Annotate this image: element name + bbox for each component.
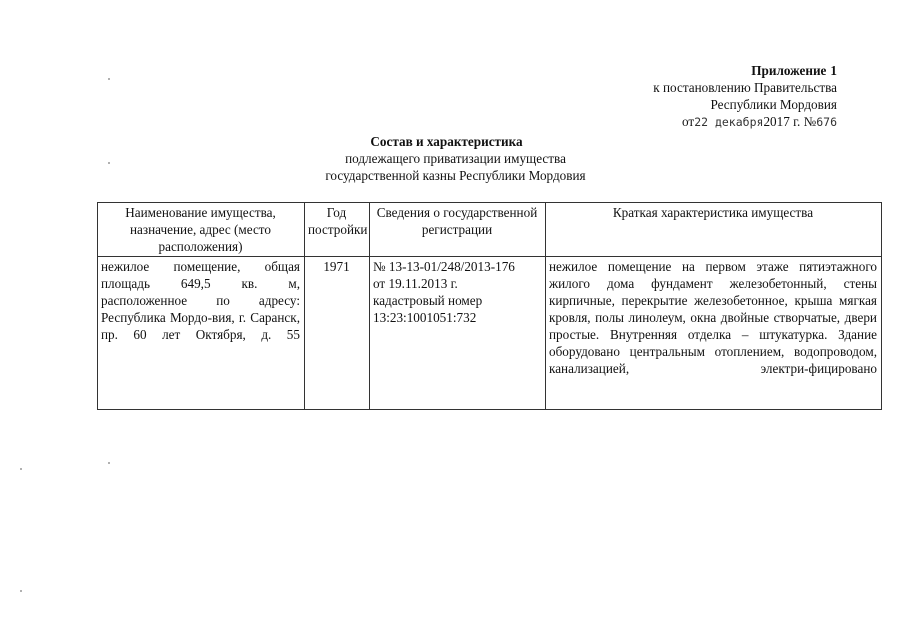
registration-number: № 13-13-01/248/2013-176 xyxy=(373,259,515,274)
header-name: Наименование имущества, назначение, адрес (место расположения) xyxy=(98,203,305,257)
order-year: 2017 г. № xyxy=(763,114,817,129)
appendix-title: Приложение xyxy=(751,63,827,78)
document-subtitle-1: подлежащего приватизации имущества xyxy=(345,151,566,166)
assets-table xyxy=(97,202,882,410)
order-prefix: от xyxy=(682,114,695,129)
scan-speck xyxy=(108,78,110,80)
appendix-number: 1 xyxy=(830,63,837,78)
cell-registration xyxy=(370,257,546,410)
document-heading xyxy=(0,133,905,184)
order-number: 676 xyxy=(816,115,837,129)
appendix-block xyxy=(653,62,837,131)
cell-year: 1971 xyxy=(305,257,370,410)
cadastral-number: 13:23:1001051:732 xyxy=(373,310,477,325)
header-description: Краткая характеристика имущества xyxy=(546,203,882,257)
document-subtitle-2: государственной казны Республики Мордовия xyxy=(325,168,586,183)
appendix-order-line xyxy=(653,113,837,131)
cadastral-label: кадастровый номер xyxy=(373,293,483,308)
appendix-line-2: к постановлению Правительства xyxy=(653,80,837,95)
document-title: Состав и характеристика xyxy=(370,134,523,149)
cell-name: нежилое помещение, общая площадь 649,5 кв. м, расположенное по адресу: Республика Мордо-вия, г. Саранск, пр. 60 лет Октября, д. 55 xyxy=(98,257,305,410)
registration-date: от 19.11.2013 г. xyxy=(373,276,458,291)
header-registration: Сведения о государственной регистрации xyxy=(370,203,546,257)
appendix-line-3: Республики Мордовия xyxy=(710,97,837,112)
appendix-title-line xyxy=(653,62,837,79)
scan-speck xyxy=(108,162,110,164)
table-header-row xyxy=(98,203,882,257)
scan-speck xyxy=(108,462,110,464)
order-date: 22 декабря xyxy=(694,115,764,129)
table-row xyxy=(98,257,882,410)
scan-speck xyxy=(20,468,22,470)
cell-description: нежилое помещение на первом этаже пятиэтажного жилого дома фундамент железобетонный, стены кирпичные, перекрытие железобетонное, крыша мягкая кровля, полы линолеум, окна двойные створчатые, двери простые. Внутренняя отделка – штукатурка. Здание оборудовано центральным отоплением, водопроводом, канализацией, электри-фицировано xyxy=(546,257,882,410)
scan-speck xyxy=(20,590,22,592)
header-year: Год постройки xyxy=(305,203,370,257)
